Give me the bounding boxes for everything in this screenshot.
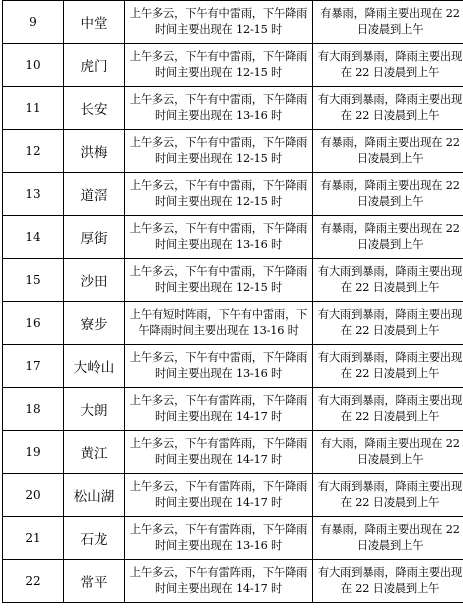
row-number: 10 <box>3 44 64 87</box>
night-forecast: 有大雨，降雨主要出现在 22 日凌晨到上午 <box>313 431 463 474</box>
forecast-table-body <box>3 1 463 603</box>
row-number: 15 <box>3 259 64 302</box>
night-forecast: 有暴雨，降雨主要出现在 22 日凌晨到上午 <box>313 216 463 259</box>
row-number: 22 <box>3 560 64 603</box>
daytime-forecast: 上午多云，下午有中雷雨，下午降雨时间主要出现在 13-16 时 <box>125 345 313 388</box>
night-forecast: 有暴雨，降雨主要出现在 22 日凌晨到上午 <box>313 517 463 560</box>
town-name: 中堂 <box>64 1 125 44</box>
daytime-forecast: 上午有短时阵雨，下午有中雷雨，下午降雨时间主要出现在 13-16 时 <box>125 302 313 345</box>
table-row <box>3 216 463 259</box>
night-forecast: 有大雨到暴雨，降雨主要出现在 22 日凌晨到上午 <box>313 560 463 603</box>
town-name: 厚街 <box>64 216 125 259</box>
row-number: 12 <box>3 130 64 173</box>
row-number: 18 <box>3 388 64 431</box>
night-forecast: 有大雨到暴雨，降雨主要出现在 22 日凌晨到上午 <box>313 388 463 431</box>
row-number: 17 <box>3 345 64 388</box>
town-name: 石龙 <box>64 517 125 560</box>
town-name: 松山湖 <box>64 474 125 517</box>
town-name: 常平 <box>64 560 125 603</box>
daytime-forecast: 上午多云，下午有中雷雨，下午降雨时间主要出现在 12-15 时 <box>125 173 313 216</box>
night-forecast: 有大雨到暴雨，降雨主要出现在 22 日凌晨到上午 <box>313 302 463 345</box>
forecast-table <box>2 0 463 603</box>
daytime-forecast: 上午多云，下午有雷阵雨，下午降雨时间主要出现在 13-16 时 <box>125 517 313 560</box>
night-forecast: 有大雨到暴雨，降雨主要出现在 22 日凌晨到上午 <box>313 345 463 388</box>
table-row <box>3 173 463 216</box>
daytime-forecast: 上午多云，下午有中雷雨，下午降雨时间主要出现在 13-16 时 <box>125 87 313 130</box>
row-number: 16 <box>3 302 64 345</box>
table-row <box>3 44 463 87</box>
town-name: 沙田 <box>64 259 125 302</box>
daytime-forecast: 上午多云，下午有雷阵雨，下午降雨时间主要出现在 14-17 时 <box>125 431 313 474</box>
daytime-forecast: 上午多云，下午有中雷雨，下午降雨时间主要出现在 12-15 时 <box>125 259 313 302</box>
night-forecast: 有大雨到暴雨，降雨主要出现在 22 日凌晨到上午 <box>313 474 463 517</box>
town-name: 寮步 <box>64 302 125 345</box>
town-name: 洪梅 <box>64 130 125 173</box>
daytime-forecast: 上午多云，下午有中雷雨，下午降雨时间主要出现在 12-15 时 <box>125 44 313 87</box>
daytime-forecast: 上午多云，下午有中雷雨，下午降雨时间主要出现在 13-16 时 <box>125 216 313 259</box>
row-number: 21 <box>3 517 64 560</box>
table-row <box>3 259 463 302</box>
town-name: 大岭山 <box>64 345 125 388</box>
daytime-forecast: 上午多云，下午有雷阵雨，下午降雨时间主要出现在 14-17 时 <box>125 560 313 603</box>
table-row <box>3 1 463 44</box>
night-forecast: 有暴雨，降雨主要出现在 22 日凌晨到上午 <box>313 173 463 216</box>
daytime-forecast: 上午多云，下午有中雷雨，下午降雨时间主要出现在 12-15 时 <box>125 1 313 44</box>
row-number: 20 <box>3 474 64 517</box>
town-name: 大朗 <box>64 388 125 431</box>
town-name: 黄江 <box>64 431 125 474</box>
town-name: 长安 <box>64 87 125 130</box>
daytime-forecast: 上午多云，下午有雷阵雨，下午降雨时间主要出现在 14-17 时 <box>125 474 313 517</box>
night-forecast: 有暴雨，降雨主要出现在 22 日凌晨到上午 <box>313 1 463 44</box>
row-number: 11 <box>3 87 64 130</box>
table-row <box>3 345 463 388</box>
row-number: 13 <box>3 173 64 216</box>
night-forecast: 有大雨到暴雨，降雨主要出现在 22 日凌晨到上午 <box>313 44 463 87</box>
table-row <box>3 560 463 603</box>
town-name: 道滘 <box>64 173 125 216</box>
night-forecast: 有大雨到暴雨，降雨主要出现在 22 日凌晨到上午 <box>313 87 463 130</box>
daytime-forecast: 上午多云，下午有中雷雨，下午降雨时间主要出现在 12-15 时 <box>125 130 313 173</box>
night-forecast: 有大雨到暴雨，降雨主要出现在 22 日凌晨到上午 <box>313 259 463 302</box>
table-row <box>3 130 463 173</box>
row-number: 14 <box>3 216 64 259</box>
town-name: 虎门 <box>64 44 125 87</box>
table-row <box>3 431 463 474</box>
table-row <box>3 388 463 431</box>
daytime-forecast: 上午多云，下午有雷阵雨，下午降雨时间主要出现在 14-17 时 <box>125 388 313 431</box>
row-number: 9 <box>3 1 64 44</box>
night-forecast: 有暴雨，降雨主要出现在 22 日凌晨到上午 <box>313 130 463 173</box>
table-row <box>3 87 463 130</box>
row-number: 19 <box>3 431 64 474</box>
table-row <box>3 517 463 560</box>
table-row <box>3 474 463 517</box>
table-row <box>3 302 463 345</box>
